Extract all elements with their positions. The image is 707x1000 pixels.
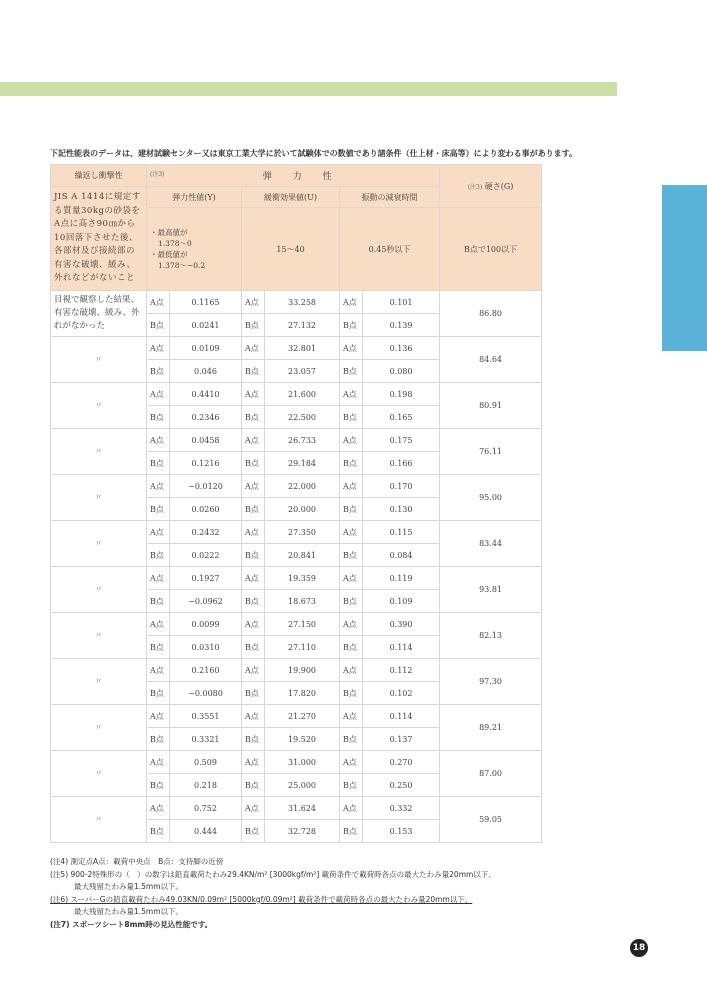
point-label: B点 <box>147 314 170 337</box>
elasticity-value: −0.0962 <box>170 590 242 613</box>
point-label: A点 <box>340 383 363 406</box>
point-label: A点 <box>242 705 265 728</box>
criteria-elasticity-line: 1.378〜0 <box>158 239 192 248</box>
point-label: B点 <box>242 728 265 751</box>
damping-value: 0.332 <box>363 797 440 820</box>
damping-value: 0.114 <box>363 636 440 659</box>
point-label: B点 <box>340 314 363 337</box>
damping-value: 0.390 <box>363 613 440 636</box>
buffer-value: 27.350 <box>265 521 340 544</box>
buffer-value: 22.000 <box>265 475 340 498</box>
buffer-value: 26.733 <box>265 429 340 452</box>
header-elasticity-value: 弾力性値(Y) <box>147 187 242 208</box>
header-note3-tag: (注3) <box>150 171 165 178</box>
point-label: A点 <box>242 659 265 682</box>
point-label: A点 <box>147 475 170 498</box>
header-elasticity-title: 弾 力 性 <box>262 172 338 182</box>
damping-value: 0.102 <box>363 682 440 705</box>
point-label: A点 <box>147 337 170 360</box>
row-label: 目視で観察した結果、有害な破壊、緩み、外れがなかった <box>51 291 147 337</box>
footnote: 最大残留たわみ量1.5mm以下。 <box>74 907 184 916</box>
point-label: B点 <box>147 544 170 567</box>
elasticity-value: 0.1927 <box>170 567 242 590</box>
buffer-value: 32.801 <box>265 337 340 360</box>
point-label: A点 <box>147 705 170 728</box>
hardness-value: 86.80 <box>440 291 542 337</box>
row-label: 〃 <box>51 429 147 475</box>
header-buffer-effect: 緩衝効果値(U) <box>242 187 340 208</box>
criteria-elasticity-line: ・最高値が <box>150 228 188 237</box>
point-label: B点 <box>242 590 265 613</box>
hardness-value: 97.30 <box>440 659 542 705</box>
hardness-value: 93.81 <box>440 567 542 613</box>
performance-table <box>50 164 542 843</box>
buffer-value: 20.841 <box>265 544 340 567</box>
point-label: B点 <box>242 774 265 797</box>
table-row <box>51 705 542 728</box>
elasticity-value: 0.2160 <box>170 659 242 682</box>
point-label: B点 <box>242 498 265 521</box>
elasticity-value: 0.752 <box>170 797 242 820</box>
point-label: B点 <box>242 544 265 567</box>
point-label: A点 <box>147 751 170 774</box>
footnote: (注7) スポーツシート8mm時の見込性能です。 <box>50 919 213 929</box>
footnotes <box>50 856 610 931</box>
elasticity-value: 0.1165 <box>170 291 242 314</box>
buffer-value: 27.110 <box>265 636 340 659</box>
elasticity-value: 0.2432 <box>170 521 242 544</box>
row-label: 〃 <box>51 521 147 567</box>
hardness-value: 76.11 <box>440 429 542 475</box>
point-label: B点 <box>242 682 265 705</box>
hardness-value: 87.00 <box>440 751 542 797</box>
row-label: 〃 <box>51 797 147 843</box>
buffer-value: 17.820 <box>265 682 340 705</box>
row-label: 〃 <box>51 337 147 383</box>
point-label: B点 <box>340 544 363 567</box>
row-label: 〃 <box>51 383 147 429</box>
criteria-hardness: B点で100以下 <box>440 208 542 291</box>
point-label: A点 <box>147 613 170 636</box>
row-label: 〃 <box>51 705 147 751</box>
point-label: B点 <box>340 590 363 613</box>
point-label: B点 <box>147 360 170 383</box>
point-label: B点 <box>242 452 265 475</box>
header-jis-criteria: JIS A 1414に規定する質量30kgの砂袋をA点に高さ90㎝から10回落下させた後、各部材及び接続部の有害な破壊、緩み、外れなどがないこと <box>51 187 147 291</box>
buffer-value: 27.132 <box>265 314 340 337</box>
elasticity-value: 0.1216 <box>170 452 242 475</box>
point-label: B点 <box>147 498 170 521</box>
point-label: A点 <box>242 337 265 360</box>
buffer-value: 31.624 <box>265 797 340 820</box>
table-data-body <box>51 291 542 843</box>
damping-value: 0.112 <box>363 659 440 682</box>
damping-value: 0.119 <box>363 567 440 590</box>
damping-value: 0.136 <box>363 337 440 360</box>
buffer-value: 29.184 <box>265 452 340 475</box>
row-label: 〃 <box>51 613 147 659</box>
point-label: B点 <box>242 406 265 429</box>
point-label: A点 <box>147 797 170 820</box>
hardness-value: 83.44 <box>440 521 542 567</box>
row-label: 〃 <box>51 751 147 797</box>
elasticity-value: 0.0458 <box>170 429 242 452</box>
point-label: B点 <box>242 314 265 337</box>
damping-value: 0.130 <box>363 498 440 521</box>
elasticity-value: 0.3321 <box>170 728 242 751</box>
damping-value: 0.175 <box>363 429 440 452</box>
point-label: B点 <box>147 590 170 613</box>
page-number: 18 <box>630 939 648 957</box>
point-label: B点 <box>147 682 170 705</box>
point-label: A点 <box>340 337 363 360</box>
header-impact: 繰返し衝撃性 <box>51 165 147 187</box>
buffer-value: 22.500 <box>265 406 340 429</box>
damping-value: 0.080 <box>363 360 440 383</box>
elasticity-value: 0.3551 <box>170 705 242 728</box>
point-label: A点 <box>147 521 170 544</box>
point-label: B点 <box>340 820 363 843</box>
point-label: B点 <box>147 406 170 429</box>
damping-value: 0.114 <box>363 705 440 728</box>
point-label: A点 <box>147 429 170 452</box>
point-label: B点 <box>340 728 363 751</box>
criteria-buffer: 15〜40 <box>242 208 340 291</box>
point-label: B点 <box>340 406 363 429</box>
hardness-value: 59.05 <box>440 797 542 843</box>
elasticity-value: 0.4410 <box>170 383 242 406</box>
point-label: B点 <box>147 728 170 751</box>
hardness-value: 89.21 <box>440 705 542 751</box>
damping-value: 0.137 <box>363 728 440 751</box>
point-label: A点 <box>340 751 363 774</box>
footnote: (注6) スーパーGの鉛直載荷たわみ49.03KN/0.09m² [5000kgf/0.09m²] 載荷条件で載荷時各点の最大たわみ量20mm以下、 <box>50 894 473 904</box>
point-label: A点 <box>147 291 170 314</box>
point-label: A点 <box>242 429 265 452</box>
damping-value: 0.139 <box>363 314 440 337</box>
point-label: B点 <box>340 636 363 659</box>
damping-value: 0.109 <box>363 590 440 613</box>
point-label: A点 <box>340 797 363 820</box>
intro-text: 下記性能表のデータは、建材試験センター又は東京工業大学に於いて試験体での数値であり諸条件（仕上材・床高等）により変わる事があります。 <box>50 149 578 158</box>
side-index-tab <box>662 185 707 351</box>
elasticity-value: 0.0099 <box>170 613 242 636</box>
damping-value: 0.165 <box>363 406 440 429</box>
point-label: A点 <box>242 521 265 544</box>
table-row <box>51 659 542 682</box>
hardness-value: 95.00 <box>440 475 542 521</box>
point-label: A点 <box>242 797 265 820</box>
point-label: A点 <box>242 291 265 314</box>
point-label: A点 <box>340 567 363 590</box>
point-label: B点 <box>340 498 363 521</box>
point-label: A点 <box>340 659 363 682</box>
buffer-value: 19.900 <box>265 659 340 682</box>
point-label: A点 <box>340 429 363 452</box>
table-row <box>51 613 542 636</box>
hardness-value: 82.13 <box>440 613 542 659</box>
point-label: A点 <box>242 567 265 590</box>
table-row <box>51 337 542 360</box>
top-color-band <box>0 82 617 96</box>
buffer-value: 21.600 <box>265 383 340 406</box>
point-label: B点 <box>147 636 170 659</box>
row-label: 〃 <box>51 475 147 521</box>
damping-value: 0.250 <box>363 774 440 797</box>
point-label: A点 <box>242 751 265 774</box>
damping-value: 0.153 <box>363 820 440 843</box>
buffer-value: 31.000 <box>265 751 340 774</box>
point-label: A点 <box>147 383 170 406</box>
table-row <box>51 429 542 452</box>
buffer-value: 32.728 <box>265 820 340 843</box>
header-hardness <box>440 165 542 208</box>
damping-value: 0.170 <box>363 475 440 498</box>
table-row <box>51 567 542 590</box>
point-label: B点 <box>147 774 170 797</box>
damping-value: 0.198 <box>363 383 440 406</box>
buffer-value: 19.359 <box>265 567 340 590</box>
point-label: A点 <box>147 567 170 590</box>
elasticity-value: 0.444 <box>170 820 242 843</box>
buffer-value: 19.520 <box>265 728 340 751</box>
point-label: A点 <box>340 705 363 728</box>
criteria-elasticity <box>147 208 242 291</box>
footnote: 最大残留たわみ量1.5mm以下。 <box>74 882 184 891</box>
damping-value: 0.101 <box>363 291 440 314</box>
elasticity-value: 0.0310 <box>170 636 242 659</box>
footnote: (注4) 測定点A点：載荷中央点 B点：支持脚の近傍 <box>50 857 224 866</box>
elasticity-value: 0.0241 <box>170 314 242 337</box>
damping-value: 0.166 <box>363 452 440 475</box>
elasticity-value: 0.218 <box>170 774 242 797</box>
buffer-value: 27.150 <box>265 613 340 636</box>
point-label: A点 <box>242 475 265 498</box>
criteria-damping: 0.45秒以下 <box>340 208 440 291</box>
point-label: A点 <box>340 475 363 498</box>
point-label: B点 <box>340 360 363 383</box>
buffer-value: 23.057 <box>265 360 340 383</box>
table-row <box>51 751 542 774</box>
header-damping-time: 振動の減衰時間 <box>340 187 440 208</box>
buffer-value: 21.270 <box>265 705 340 728</box>
row-label: 〃 <box>51 567 147 613</box>
point-label: B点 <box>242 820 265 843</box>
criteria-elasticity-line: 1.378〜−0.2 <box>158 261 206 270</box>
buffer-value: 18.673 <box>265 590 340 613</box>
hardness-value: 80.91 <box>440 383 542 429</box>
damping-value: 0.270 <box>363 751 440 774</box>
row-label: 〃 <box>51 659 147 705</box>
point-label: B点 <box>147 452 170 475</box>
elasticity-value: 0.509 <box>170 751 242 774</box>
point-label: B点 <box>147 820 170 843</box>
point-label: B点 <box>340 682 363 705</box>
header-elasticity-group <box>147 165 440 187</box>
point-label: B点 <box>242 360 265 383</box>
header-hardness-note-tag: (注3) <box>467 183 483 191</box>
hardness-value: 84.64 <box>440 337 542 383</box>
header-hardness-label: 硬さ(G) <box>484 181 514 191</box>
buffer-value: 25.000 <box>265 774 340 797</box>
elasticity-value: −0.0120 <box>170 475 242 498</box>
point-label: A点 <box>147 659 170 682</box>
point-label: B点 <box>340 452 363 475</box>
elasticity-value: 0.0222 <box>170 544 242 567</box>
elasticity-value: 0.0260 <box>170 498 242 521</box>
elasticity-value: −0.0080 <box>170 682 242 705</box>
damping-value: 0.084 <box>363 544 440 567</box>
footnote: (注5) 900-2特殊形の（ ）の数字は鉛直載荷たわみ29.4KN/m² [3000kgf/m²] 載荷条件で載荷時各点の最大たわみ量20mm以下、 <box>50 869 496 879</box>
criteria-elasticity-line: ・最低値が <box>150 250 188 259</box>
table-row <box>51 797 542 820</box>
point-label: A点 <box>242 613 265 636</box>
point-label: A点 <box>340 521 363 544</box>
table-row <box>51 291 542 314</box>
point-label: A点 <box>242 383 265 406</box>
elasticity-value: 0.0109 <box>170 337 242 360</box>
point-label: B点 <box>242 636 265 659</box>
table-row <box>51 521 542 544</box>
table-row <box>51 383 542 406</box>
elasticity-value: 0.2346 <box>170 406 242 429</box>
damping-value: 0.115 <box>363 521 440 544</box>
point-label: B点 <box>340 774 363 797</box>
buffer-value: 20.000 <box>265 498 340 521</box>
point-label: A点 <box>340 291 363 314</box>
point-label: A点 <box>340 613 363 636</box>
table-row <box>51 475 542 498</box>
buffer-value: 33.258 <box>265 291 340 314</box>
elasticity-value: 0.046 <box>170 360 242 383</box>
